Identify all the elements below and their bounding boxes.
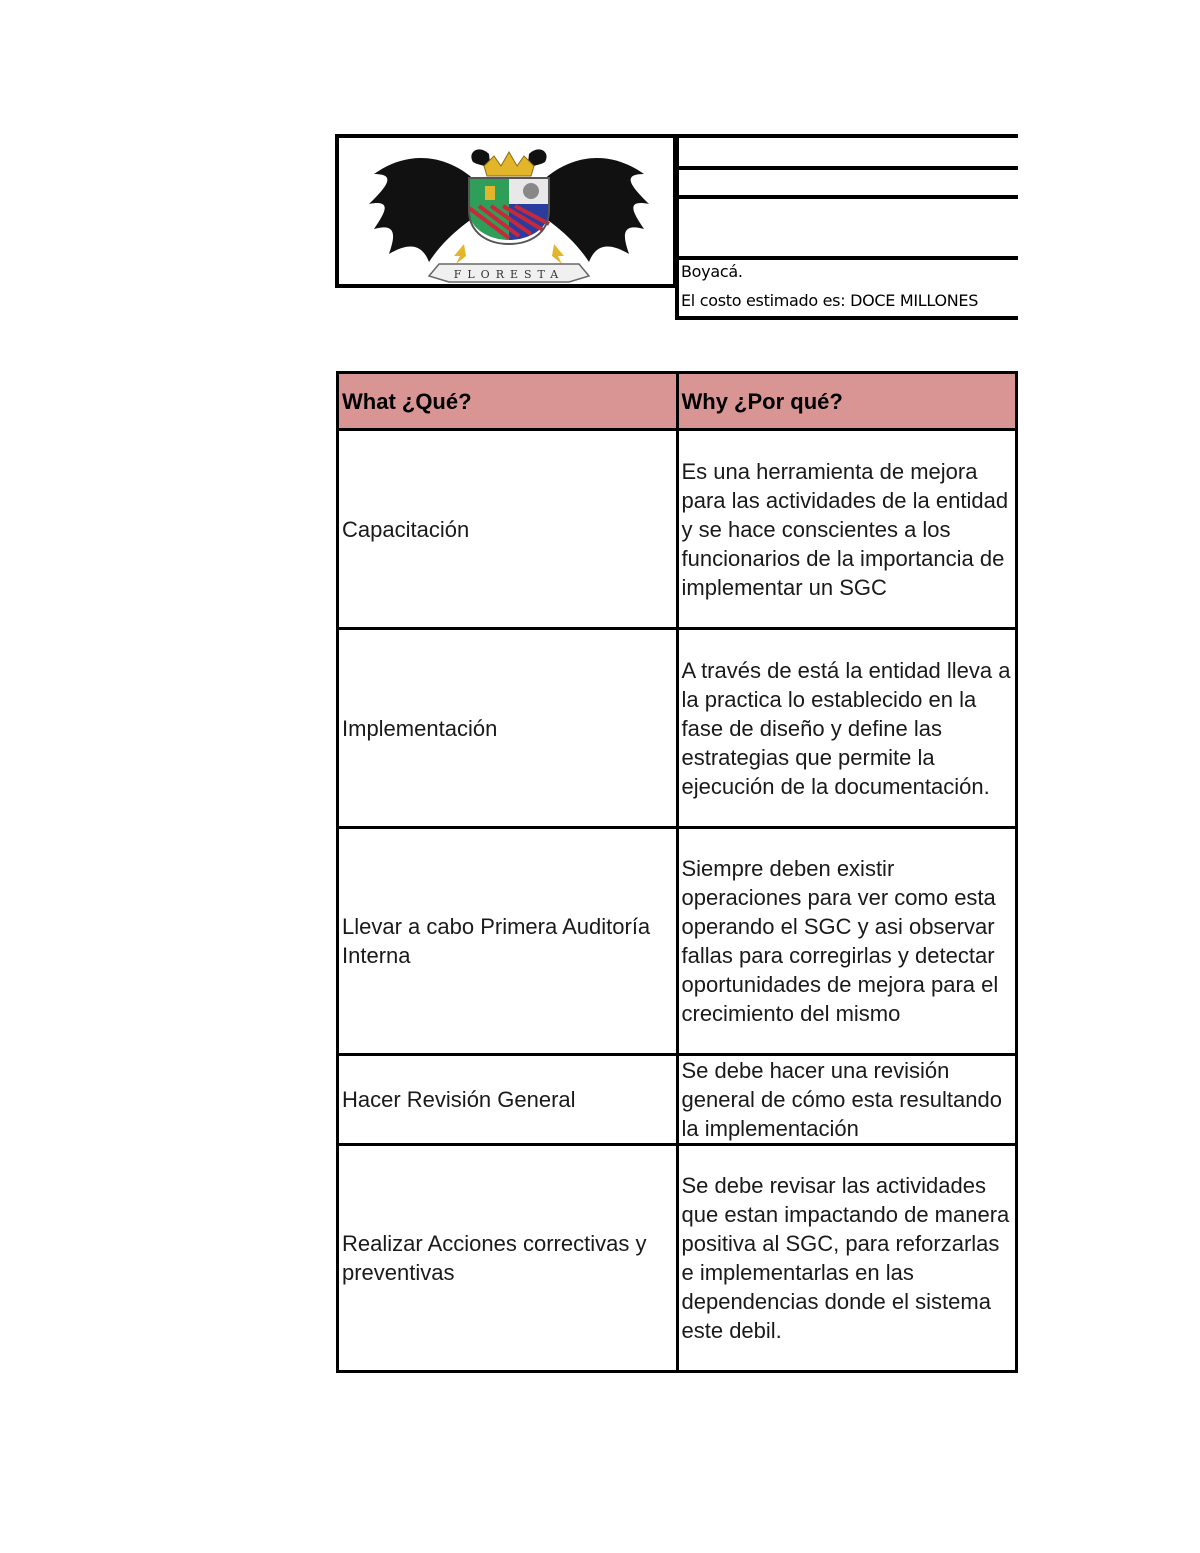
table-row: [338, 430, 1017, 629]
header-rule: [676, 166, 1018, 170]
cell-why: A través de está la entidad lleva a la practica lo establecido en la fase de diseño y define las estrategias que permite la ejecución de la documentación.: [677, 629, 1017, 828]
table-header-row: [338, 373, 1017, 430]
header-rule: [676, 134, 1018, 138]
logo-box: [335, 134, 676, 288]
cell-why: Siempre deben existir operaciones para ver como esta operando el SGC y asi observar fallas para corregirlas y detectar oportunidades de mejora para el crecimiento del mismo: [677, 828, 1017, 1055]
table-row: [338, 1055, 1017, 1145]
table-row: [338, 1145, 1017, 1372]
cell-why: Es una herramienta de mejora para las actividades de la entidad y se hace conscientes a los funcionarios de la importancia de implementar un SGC: [677, 430, 1017, 629]
header-rule: [676, 256, 1018, 260]
header-why: Why ¿Por qué?: [677, 373, 1017, 430]
cell-what: Implementación: [338, 629, 678, 828]
coat-of-arms-logo: [369, 144, 649, 286]
cell-what: Capacitación: [338, 430, 678, 629]
header-rule: [676, 316, 1018, 320]
header-location: Boyacá.: [681, 262, 743, 281]
svg-text:FLORESTA: FLORESTA: [453, 268, 565, 281]
table-row: [338, 629, 1017, 828]
header-what: What ¿Qué?: [338, 373, 678, 430]
header-rule: [676, 195, 1018, 199]
cell-why: Se debe revisar las actividades que estan impactando de manera positiva al SGC, para reforzarlas e implementarlas en las dependencias donde el sistema este debil.: [677, 1145, 1017, 1372]
cell-why: Se debe hacer una revisión general de cómo esta resultando la implementación: [677, 1055, 1017, 1145]
cell-what: Hacer Revisión General: [338, 1055, 678, 1145]
plan-table: [336, 371, 1018, 1373]
table-row: [338, 828, 1017, 1055]
cell-what: Realizar Acciones correctivas y preventivas: [338, 1145, 678, 1372]
cell-what: Llevar a cabo Primera Auditoría Interna: [338, 828, 678, 1055]
header-divider: [675, 134, 679, 320]
header-cost: El costo estimado es: DOCE MILLONES: [681, 291, 979, 310]
